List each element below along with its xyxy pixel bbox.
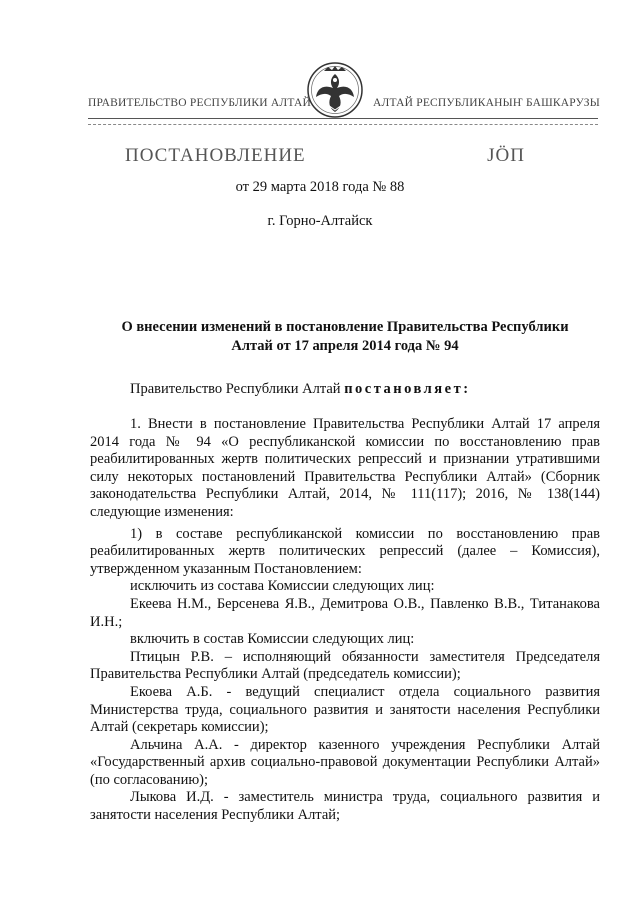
body-paragraph: Екоева А.Б. - ведущий специалист отдела социального развития Министерства труда, социального развития и занятости населения Республики Алтай (секретарь комиссии); — [90, 683, 600, 736]
title-line-1: О внесении изменений в постановление Правительства Республики — [121, 319, 569, 335]
header-divider — [88, 118, 598, 119]
body-paragraph: 1. Внести в постановление Правительства Республики Алтай 17 апреля 2014 года № 94 «О республиканской комиссии по восстановлению прав реабилитированных жертв политических репрессий и признании утратившими силу некоторых постановлений Правительства Республики Алтай» (Сборник законодательства Республики Алтай, 2014, № 111(117); 2016, № 138(144) следующие изменения: — [90, 416, 600, 520]
document-city: г. Горно-Алтайск — [267, 213, 373, 229]
government-name-altai: АЛТАЙ РЕСПУБЛИКАНЫҤ БАШКАРУЗЫ — [373, 97, 600, 109]
decree-statement — [130, 381, 471, 398]
document-body — [90, 416, 600, 825]
decree-verb: постановляет: — [344, 381, 471, 397]
body-paragraph: Альчина А.А. - директор казенного учреждения Республики Алтай «Государственный архив социально-правовой документации Республики Алтай» (по согласованию); — [90, 736, 600, 788]
body-paragraph: Екеева Н.М., Берсенева Я.В., Демитрова О.В., Павленко В.В., Титанакова И.Н.; — [90, 595, 600, 630]
body-paragraph: включить в состав Комиссии следующих лиц: — [130, 631, 415, 648]
document-type-altai: ЈӦП — [487, 145, 525, 166]
header-divider-dashed — [88, 124, 598, 125]
title-line-2: Алтай от 17 апреля 2014 года № 94 — [231, 338, 459, 354]
body-paragraph: Птицын Р.В. – исполняющий обязанности заместителя Председателя Правительства Республики Алтай (председатель комиссии); — [90, 648, 600, 683]
body-paragraph: исключить из состава Комиссии следующих лиц: — [130, 578, 435, 595]
decree-subject: Правительство Республики Алтай — [130, 381, 341, 397]
document-type-ru: ПОСТАНОВЛЕНИЕ — [125, 145, 306, 166]
document-type-row — [125, 145, 525, 167]
government-name-ru: ПРАВИТЕЛЬСТВО РЕСПУБЛИКИ АЛТАЙ — [88, 97, 312, 109]
altai-coat-of-arms-icon — [306, 58, 364, 122]
document-date: от 29 марта 2018 года № 88 — [235, 179, 405, 195]
document-title — [90, 318, 600, 356]
body-paragraph: 1) в составе республиканской комиссии по восстановлению прав реабилитированных жертв политических репрессий (далее – Комиссия), утвержденном указанным Постановлением: — [90, 525, 600, 577]
government-header — [88, 97, 598, 109]
body-paragraph: Лыкова И.Д. - заместитель министра труда, социального развития и занятости населения Республики Алтай; — [90, 789, 600, 824]
